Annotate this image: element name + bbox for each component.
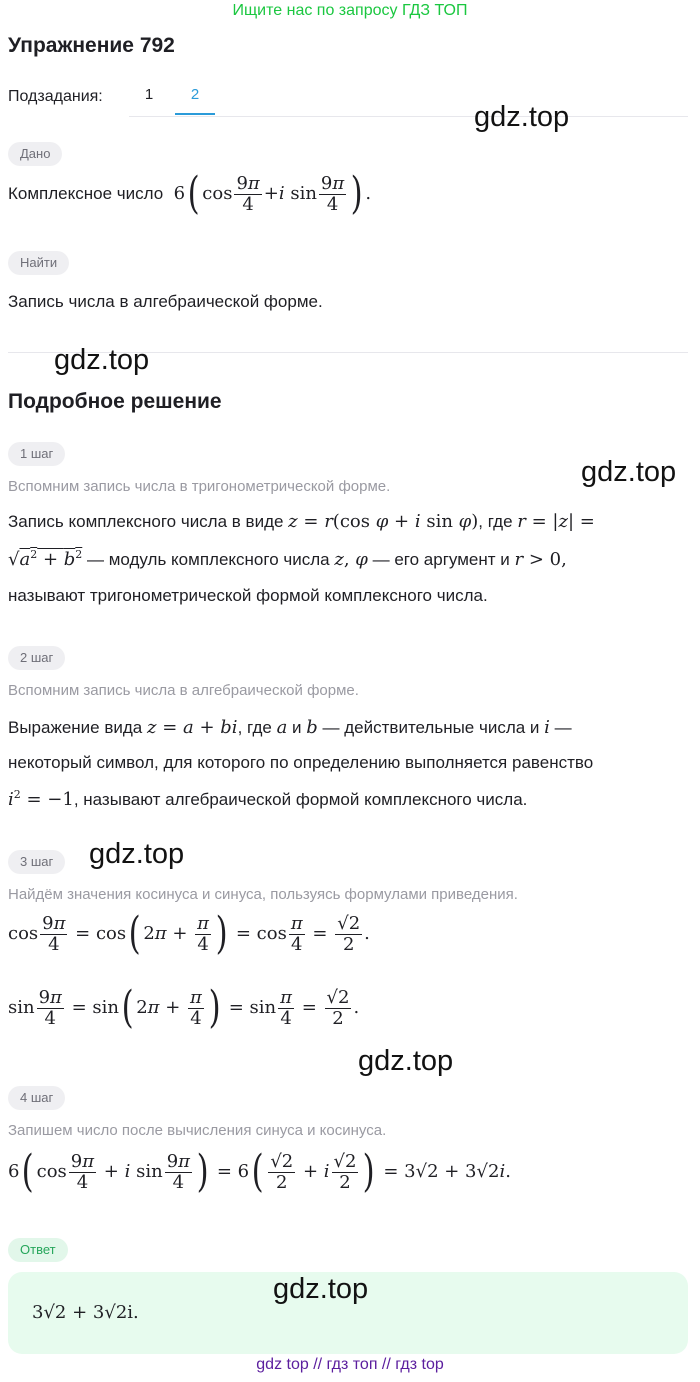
step-3-hint: Найдём значения косинуса и синуса, пользуясь формулами приведения.	[8, 886, 518, 903]
step-2-text: —	[554, 718, 572, 737]
step-3-tag: 3 шаг	[8, 850, 65, 874]
step-1-tag: 1 шаг	[8, 442, 65, 466]
step-2-line-3: $i^2 = -1$, называют алгебраической формой комплексного числа.	[8, 788, 528, 810]
step-2-text: Выражение вида	[8, 718, 143, 737]
step-2-line-1: Выражение вида z = a + bi, где a и b — действительные числа и i —	[8, 717, 572, 738]
active-tab-indicator	[175, 113, 215, 115]
watermark: gdz.top	[358, 1045, 454, 1077]
step-3-cos-formula: cos $\frac{9\pi}{4}$ = cos( 2π + $\frac{\pi}{4}$ ) = cos $\frac{\pi}{4}$ = $\frac{√2}{2}$ .	[8, 908, 370, 959]
step-2-line-2: некоторый символ, для которого по определению выполняется равенство	[8, 753, 594, 772]
step-2-hint: Вспомним запись числа в алгебраической форме.	[8, 682, 359, 699]
subtasks-label: Подзадания:	[8, 88, 103, 105]
watermark: gdz.top	[273, 1273, 369, 1305]
given-text: Комплексное число	[8, 184, 164, 203]
footer-links[interactable]: gdz top // гдз топ // гдз top	[256, 1356, 444, 1373]
step-1-text: — его аргумент и	[372, 550, 510, 569]
step-2-tag: 2 шаг	[8, 646, 65, 670]
step-4-hint: Запишем число после вычисления синуса и косинуса.	[8, 1122, 387, 1139]
step-1-line-3: называют тригонометрической формой комплексного числа.	[8, 586, 488, 605]
step-1-text: , где	[478, 512, 513, 531]
step-3-sin-formula: sin $\frac{9\pi}{4}$ = sin( 2π + $\frac{\pi}{4}$ ) = sin $\frac{\pi}{4}$ = $\frac{√2}{2}$ .	[8, 982, 360, 1033]
step-1-text: Запись комплексного числа в виде	[8, 512, 284, 531]
find-text: Запись числа в алгебраической форме.	[8, 292, 323, 311]
step-2-text: , называют алгебраической формой комплексного числа.	[73, 790, 528, 809]
step-1-line-2: $√a^2 + b^2$ — модуль комплексного числа z, φ — его аргумент и r > 0,	[8, 548, 567, 570]
subtask-tab-1[interactable]: 1	[144, 86, 154, 103]
find-tag: Найти	[8, 251, 69, 275]
step-1-hint: Вспомним запись числа в тригонометрической форме.	[8, 478, 391, 495]
watermark: gdz.top	[474, 101, 570, 133]
given-formula: 6( cos $\frac{9\pi}{4}$ +i sin $\frac{9\pi}{4}$ ) .	[167, 168, 372, 219]
solution-title: Подробное решение	[8, 390, 222, 413]
step-2-text: , где	[237, 718, 272, 737]
subtask-tab-2[interactable]: 2	[190, 86, 200, 103]
step-1-line-1: Запись комплексного числа в виде z = r(cos φ + i sin φ), где r = |z| =	[8, 511, 595, 532]
step-4-formula: 6( cos $\frac{9\pi}{4}$ + i sin $\frac{9\pi}{4}$ ) = 6( $\frac{√2}{2}$ + i $\frac{√2}{2}$ ) = 3√2 + 3√2i.	[8, 1146, 511, 1197]
search-banner: Ищите нас по запросу ГДЗ ТОП	[232, 2, 468, 19]
subtasks-tabs	[129, 76, 688, 117]
step-1-text: — модуль комплексного числа	[87, 550, 330, 569]
given-tag: Дано	[8, 142, 62, 166]
step-2-text: и	[292, 718, 302, 737]
watermark: gdz.top	[581, 456, 677, 488]
page-title: Упражнение 792	[8, 34, 175, 57]
answer-tag: Ответ	[8, 1238, 68, 1262]
step-4-tag: 4 шаг	[8, 1086, 65, 1110]
watermark: gdz.top	[89, 838, 185, 870]
step-2-text: — действительные числа и	[322, 718, 540, 737]
given-line	[8, 168, 372, 219]
watermark: gdz.top	[54, 344, 150, 376]
answer-value: 3√2 + 3√2i.	[32, 1302, 139, 1323]
